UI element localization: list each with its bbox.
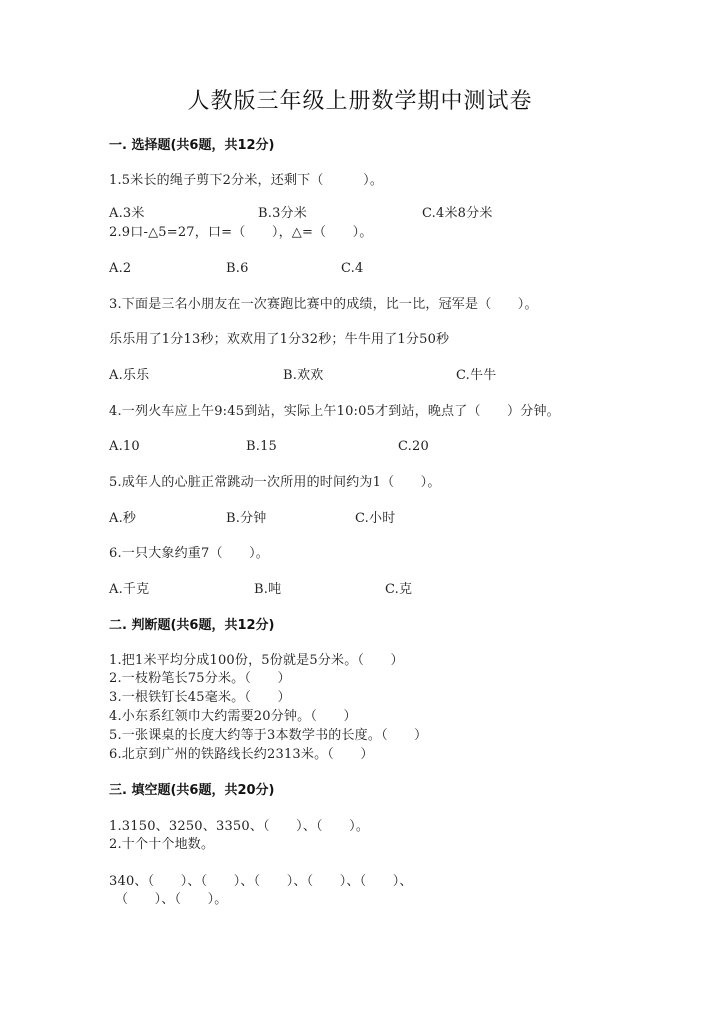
question-2-stem: 2.9口-△5=27，口=（ ），△=（ ）。	[109, 225, 373, 240]
question-5-option-b: B.分钟	[226, 511, 267, 526]
judgment-item-4: 4.小东系红领巾大约需要20分钟。（ ）	[109, 709, 357, 724]
section-heading-fill-blank: 三. 填空题(共6题，共20分)	[109, 783, 275, 798]
question-6-option-a: A.千克	[109, 582, 150, 597]
judgment-item-3: 3.一根铁钉长45毫米。（ ）	[109, 690, 291, 705]
judgment-item-2: 2.一枝粉笔长75分米。（ ）	[109, 671, 291, 686]
question-2-option-c: C.4	[341, 261, 364, 276]
question-2-option-a: A.2	[109, 261, 132, 276]
fill-question-2-line-1: 340、（ ）、（ ）、（ ）、（ ）、（ ）、	[109, 874, 413, 889]
question-5-option-c: C.小时	[355, 511, 396, 526]
question-4-stem: 4.一列火车应上午9:45到站，实际上午10:05才到站，晚点了（ ）分钟。	[109, 404, 560, 419]
question-1-option-c: C.4米8分米	[422, 206, 493, 221]
question-4-option-c: C.20	[398, 439, 429, 454]
section-heading-judgment: 二. 判断题(共6题，共12分)	[109, 618, 275, 633]
question-4-option-a: A.10	[109, 439, 140, 454]
fill-question-2: 2.十个十个地数。	[109, 837, 215, 852]
question-2-option-b: B.6	[226, 261, 249, 276]
fill-question-2-line-2: （ ）、（ ）。	[115, 892, 228, 907]
question-1-option-a: A.3米	[109, 206, 145, 221]
question-1-option-b: B.3分米	[258, 206, 307, 221]
judgment-item-6: 6.北京到广州的铁路线长约2313米。（ ）	[109, 747, 374, 762]
judgment-item-5: 5.一张课桌的长度大约等于3本数学书的长度。（ ）	[109, 728, 428, 743]
question-6-stem: 6.一只大象约重7（ ）。	[109, 546, 269, 561]
question-1-stem: 1.5米长的绳子剪下2分米，还剩下（ ）。	[109, 173, 384, 188]
question-5-stem: 5.成年人的心脏正常跳动一次所用的时间约为1（ ）。	[109, 475, 441, 490]
judgment-item-1: 1.把1米平均分成100份，5份就是5分米。（ ）	[109, 653, 404, 668]
question-3-option-a: A.乐乐	[109, 368, 150, 383]
question-3-info: 乐乐用了1分13秒；欢欢用了1分32秒；牛牛用了1分50秒	[109, 332, 450, 347]
question-3-stem: 3.下面是三名小朋友在一次赛跑比赛中的成绩，比一比，冠军是（ ）。	[109, 297, 538, 312]
question-4-option-b: B.15	[246, 439, 278, 454]
question-3-option-b: B.欢欢	[283, 368, 324, 383]
question-3-option-c: C.牛牛	[456, 368, 497, 383]
section-heading-choice: 一. 选择题(共6题，共12分)	[109, 138, 275, 153]
question-6-option-b: B.吨	[254, 582, 282, 597]
question-6-option-c: C.克	[385, 582, 413, 597]
question-5-option-a: A.秒	[109, 511, 137, 526]
page-title: 人教版三年级上册数学期中测试卷	[187, 89, 533, 114]
fill-question-1: 1.3150、3250、3350、（ ）、（ ）。	[109, 819, 370, 834]
